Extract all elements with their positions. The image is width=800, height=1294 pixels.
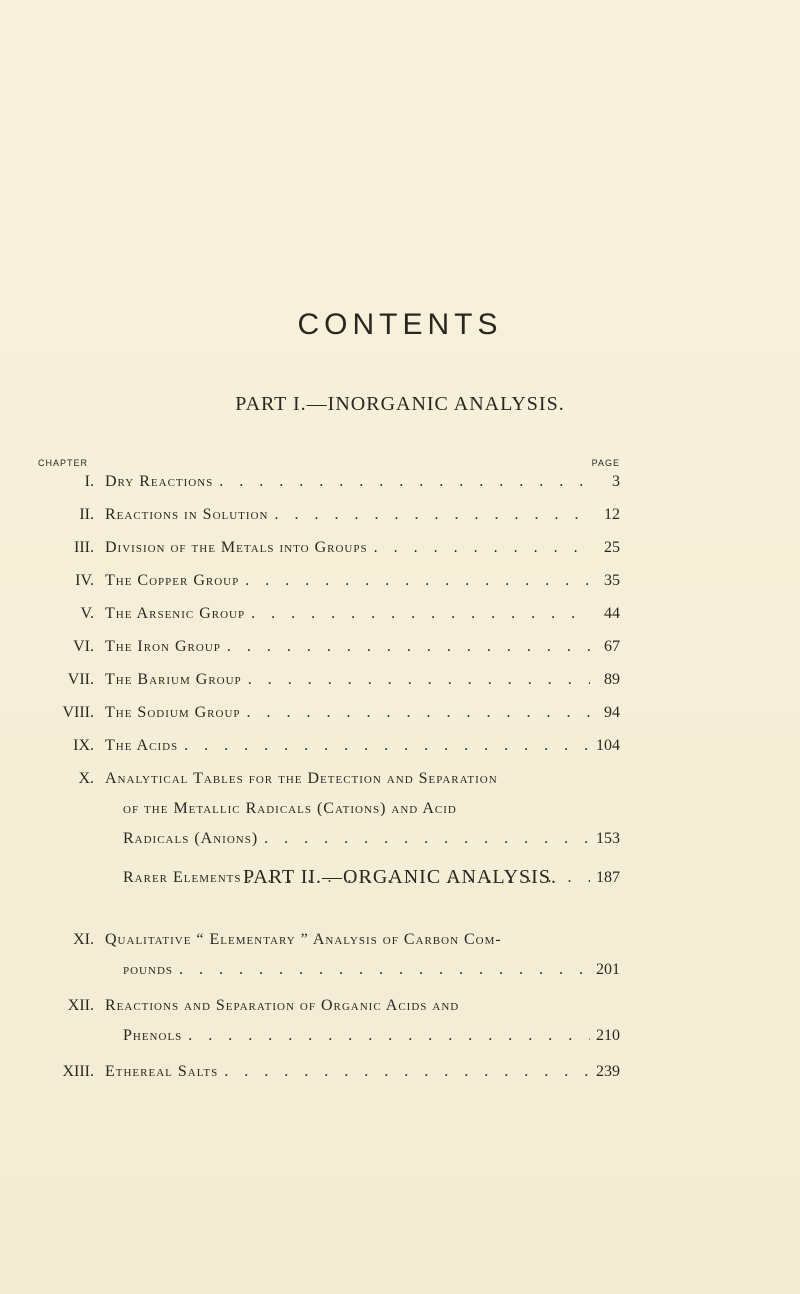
chapter-title: Division of the Metals into Groups (105, 539, 368, 556)
chapter-title: The Sodium Group (105, 704, 241, 721)
chapter-number: XIII. (62, 1063, 94, 1080)
toc-part-one (38, 474, 620, 903)
leader-dots (227, 639, 590, 655)
toc-part-two (38, 932, 620, 1097)
part-one-heading: PART I.—INORGANIC ANALYSIS. (235, 393, 565, 415)
leader-dots (247, 705, 590, 721)
chapter-title-line: Radicals (Anions) (123, 830, 259, 847)
toc-entry (38, 474, 620, 507)
chapter-number: X. (78, 770, 94, 787)
toc-entry (38, 705, 620, 738)
leader-dots (274, 507, 590, 523)
toc-entry (38, 639, 620, 672)
chapter-title: Reactions in Solution (105, 506, 269, 523)
page-number: 12 (604, 506, 620, 523)
chapter-title-line: Phenols (123, 1027, 183, 1044)
leader-dots (251, 606, 590, 622)
toc-entry (38, 573, 620, 606)
chapter-number: VIII. (62, 704, 94, 721)
toc-entry (38, 932, 620, 998)
chapter-number: XII. (67, 997, 94, 1014)
toc-entry (38, 606, 620, 639)
page-number: 201 (596, 961, 620, 978)
page-number: 153 (596, 830, 620, 847)
page-number: 239 (596, 1063, 620, 1080)
chapter-title: The Copper Group (105, 572, 240, 589)
leader-dots (374, 540, 590, 556)
chapter-title-line: pounds (123, 961, 174, 978)
chapter-column-header: CHAPTER (38, 458, 89, 468)
leader-dots (264, 831, 590, 847)
chapter-number: IX. (73, 737, 94, 754)
column-headers (38, 458, 620, 468)
page-number: 35 (604, 572, 620, 589)
chapter-number: VII. (67, 671, 94, 688)
chapter-title: Dry Reactions (105, 473, 214, 490)
toc-entry (38, 771, 620, 870)
chapter-title-line: Qualitative “ Elementary ” Analysis of Carbon Com- (105, 931, 502, 948)
chapter-number: II. (79, 506, 94, 523)
page-number: 25 (604, 539, 620, 556)
chapter-title: The Acids (105, 737, 179, 754)
toc-entry (38, 507, 620, 540)
page-number: 3 (612, 473, 620, 490)
page-number: 210 (596, 1027, 620, 1044)
toc-entry (38, 672, 620, 705)
leader-dots (248, 672, 590, 688)
toc-entry (38, 1064, 620, 1097)
chapter-number: XI. (73, 931, 94, 948)
chapter-number: V. (80, 605, 94, 622)
leader-dots (188, 1028, 590, 1044)
chapter-title: The Iron Group (105, 638, 221, 655)
page-number: 44 (604, 605, 620, 622)
leader-dots (184, 738, 590, 754)
page-number: 187 (596, 869, 620, 886)
toc-entry (38, 540, 620, 573)
chapter-title: Ethereal Salts (105, 1063, 219, 1080)
page-number: 67 (604, 638, 620, 655)
page-number: 89 (604, 671, 620, 688)
leader-dots (219, 474, 590, 490)
leader-dots (224, 1064, 590, 1080)
chapter-title: Rarer Elements (123, 869, 242, 886)
chapter-title: The Arsenic Group (105, 605, 246, 622)
leader-dots (245, 573, 590, 589)
chapter-number: IV. (75, 572, 94, 589)
chapter-title-line: Reactions and Separation of Organic Acids and (105, 997, 460, 1014)
page-title: CONTENTS (297, 308, 503, 341)
chapter-number: III. (74, 539, 94, 556)
page-number: 104 (596, 737, 620, 754)
toc-entry (38, 998, 620, 1064)
page-column-header: PAGE (591, 458, 620, 468)
leader-dots (179, 962, 590, 978)
chapter-title: The Barium Group (105, 671, 242, 688)
chapter-number: VI. (73, 638, 94, 655)
chapter-title-line: of the Metallic Radicals (Cations) and Acid (123, 800, 457, 817)
part-two-heading: PART II.—ORGANIC ANALYSIS. (243, 866, 557, 888)
chapter-number: I. (84, 473, 94, 490)
toc-entry (38, 738, 620, 771)
chapter-title-line: Analytical Tables for the Detection and Separation (105, 770, 498, 787)
page-number: 94 (604, 704, 620, 721)
